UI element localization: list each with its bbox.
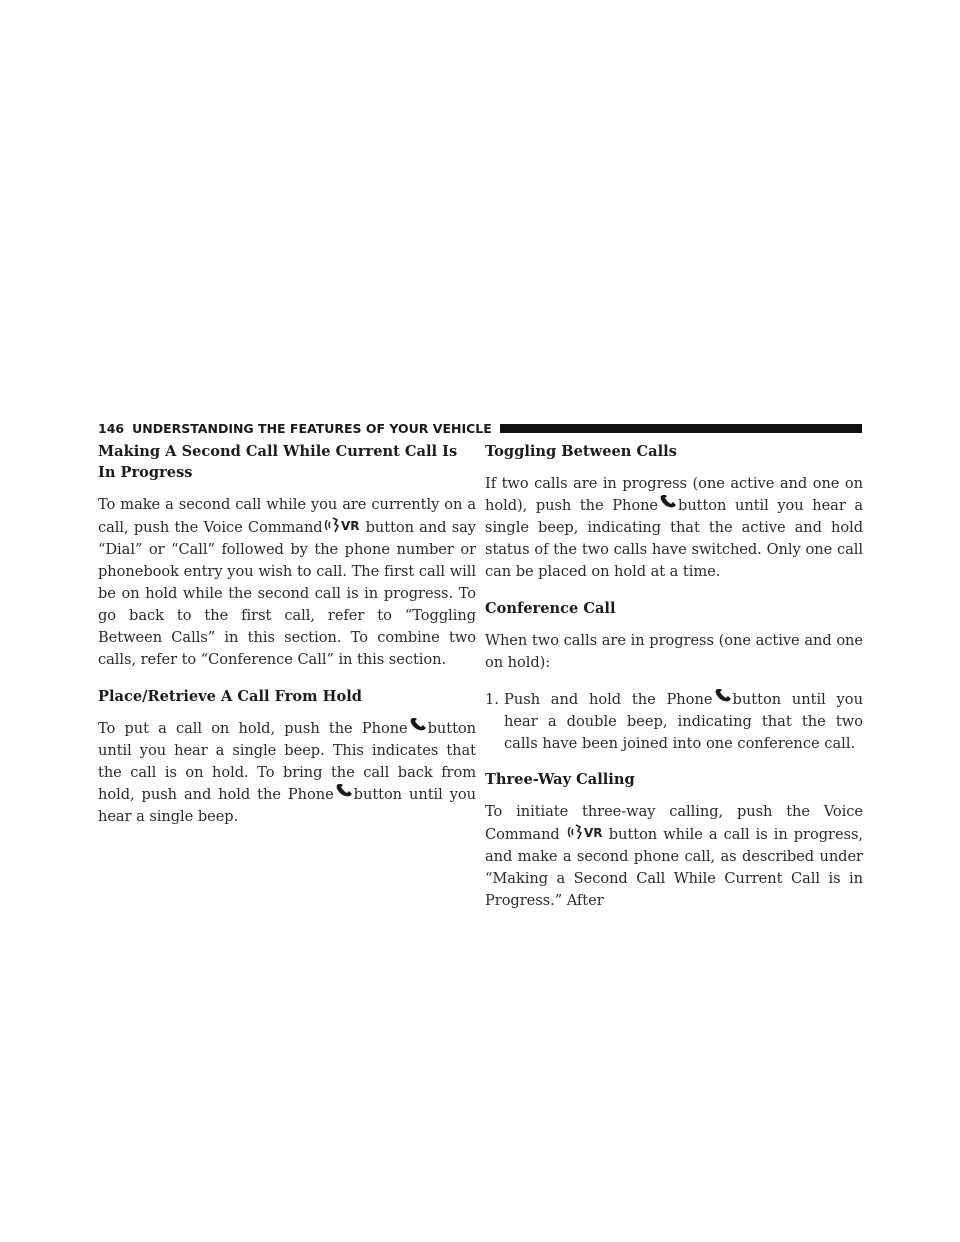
left-column <box>98 441 476 843</box>
step-number: 1. <box>485 691 499 708</box>
list-item <box>485 689 863 755</box>
voice-command-icon <box>324 516 365 534</box>
heading-second-call: Making A Second Call While Current Call Is In Progress <box>98 443 458 481</box>
heading-hold: Place/Retrieve A Call From Hold <box>98 688 362 705</box>
phone-icon <box>714 689 732 703</box>
phone-icon <box>409 718 427 732</box>
paragraph-hold: To put a call on hold, push the Phone button until you hear a single beep. This indicates that the call is on hold. To bring the call back from hold, push and hold the Phone button until you hear a single beep. <box>98 718 476 828</box>
paragraph-three-way: To initiate three-way calling, push the Voice Command VR button while a call is in progress, and make a second phone call, as described under “Making a Second Call While Current Call is in Progress.” After <box>485 803 863 909</box>
step-text: Push and hold the Phone button until you hear a double beep, indicating that the two calls have been joined into one conference call. <box>504 689 863 755</box>
heading-three-way: Three-Way Calling <box>485 771 635 788</box>
page-number: 146 <box>98 420 125 436</box>
voice-command-icon <box>567 823 608 841</box>
section-title: UNDERSTANDING THE FEATURES OF YOUR VEHICLE <box>132 420 492 436</box>
right-column <box>485 441 863 927</box>
paragraph-toggling: If two calls are in progress (one active and one on hold), push the Phone button until you hear a single beep, indicating that the active and hold status of the two calls have switched. Only one call can be placed on hold at a time. <box>485 475 864 580</box>
paragraph-conference-intro: When two calls are in progress (one active and one on hold): <box>485 632 863 671</box>
page-header <box>98 418 862 438</box>
phone-icon <box>335 784 353 798</box>
paragraph-second-call: To make a second call while you are currently on a call, push the Voice Command VR button and say “Dial” or “Call” followed by the phone number or phonebook entry you wish to call. The first call will be on hold while the second call is in progress. To go back to the first call, refer to “Toggling Between Calls” in this section. To combine two calls, refer to “Conference Call” in this section. <box>98 496 476 668</box>
heading-conference: Conference Call <box>485 600 616 617</box>
header-rule <box>500 424 862 433</box>
svg-text:VR: VR <box>583 826 603 840</box>
heading-toggling: Toggling Between Calls <box>485 443 677 460</box>
phone-icon <box>659 495 677 509</box>
svg-text:VR: VR <box>340 519 360 533</box>
